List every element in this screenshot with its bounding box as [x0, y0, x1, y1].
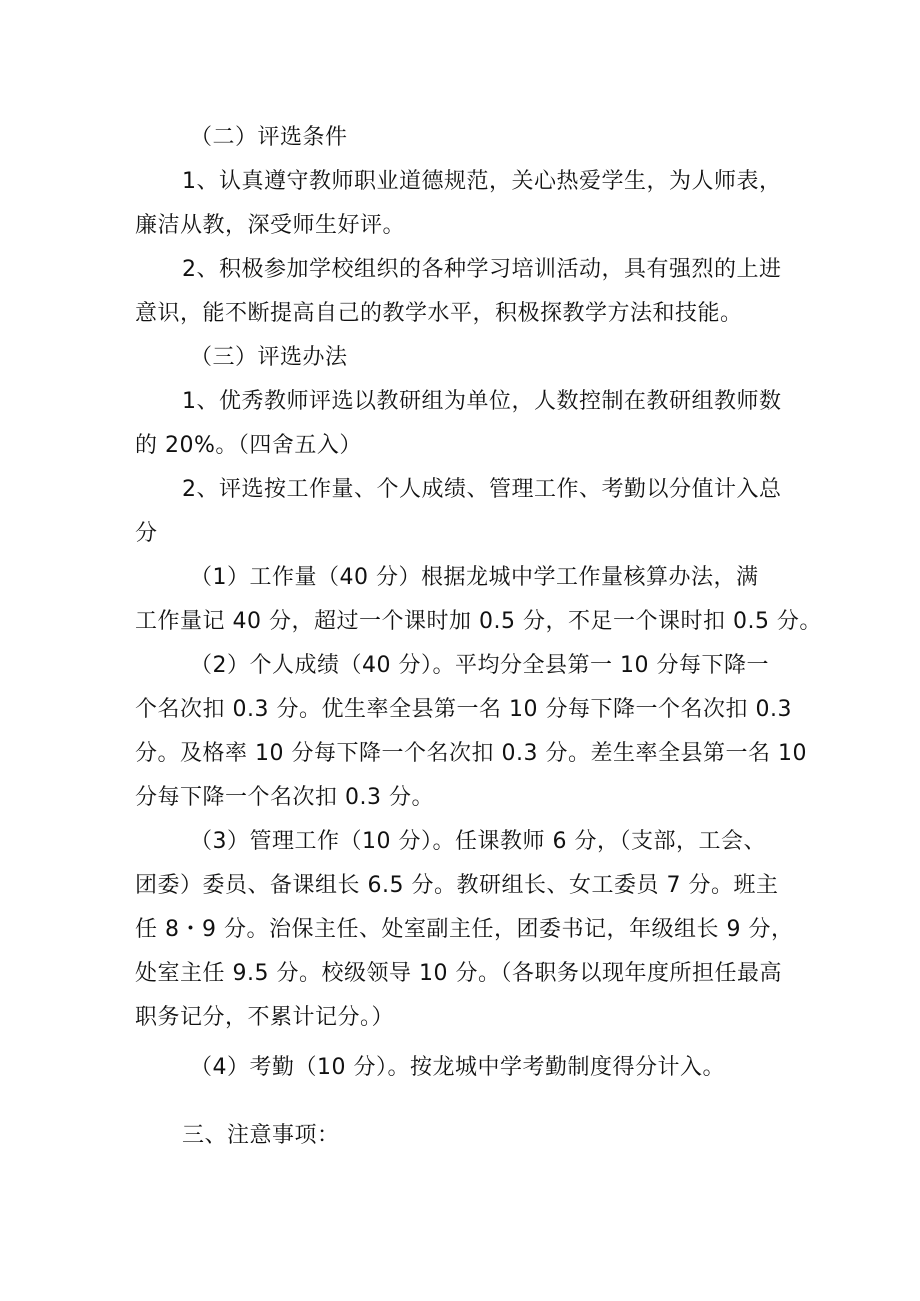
paragraph-line: 职务记分，不累计记分。）: [135, 1005, 395, 1030]
paragraph-line: 个名次扣 0.3 分。优生率全县第一名 10 分每下降一个名次扣 0.3: [135, 697, 792, 722]
paragraph-line: 分: [135, 521, 158, 546]
paragraph-line: 分每下降一个名次扣 0.3 分。: [135, 785, 434, 810]
paragraph-line: 意识，能不断提高自己的教学水平，积极探教学方法和技能。: [135, 301, 743, 326]
paragraph-line: 分。及格率 10 分每下降一个名次扣 0.3 分。差生率全县第一名 10: [135, 741, 807, 766]
paragraph-line: 2、积极参加学校组织的各种学习培训活动，具有强烈的上进: [182, 257, 782, 282]
paragraph-line: （4）考勤（10 分）。按龙城中学考勤制度得分计入。: [190, 1055, 725, 1080]
paragraph-line: 处室主任 9.5 分。校级领导 10 分。（各职务以现年度所担任最高: [135, 961, 782, 986]
paragraph-line: 任 8・9 分。治保主任、处室副主任，团委书记，年级组长 9 分，: [135, 917, 794, 942]
section-heading-criteria: （二）评选条件: [190, 125, 348, 150]
paragraph-line: 工作量记 40 分，超过一个课时加 0.5 分，不足一个课时扣 0.5 分。: [135, 609, 822, 634]
section-heading-method: （三）评选办法: [190, 345, 348, 370]
paragraph-line: （3）管理工作（10 分）。任课教师 6 分，（支部，工会、: [190, 829, 766, 854]
paragraph-line: 1、优秀教师评选以教研组为单位，人数控制在教研组教师数: [182, 389, 782, 414]
paragraph-line: 1、认真遵守教师职业道德规范，关心热爱学生，为人师表，: [182, 169, 782, 194]
paragraph-line: （1）工作量（40 分）根据龙城中学工作量核算办法，满: [190, 565, 759, 590]
paragraph-line: 的 20%。（四舍五入）: [135, 433, 362, 458]
paragraph-line: 廉洁从教，深受师生好评。: [135, 213, 406, 238]
paragraph-line: 团委）委员、备课组长 6.5 分。教研组长、女工委员 7 分。班主: [135, 873, 779, 898]
paragraph-line: （2）个人成绩（40 分）。平均分全县第一 10 分每下降一: [190, 653, 769, 678]
paragraph-line: 2、评选按工作量、个人成绩、管理工作、考勤以分值计入总: [182, 477, 782, 502]
section-heading-notes: 三、注意事项：: [182, 1123, 340, 1148]
